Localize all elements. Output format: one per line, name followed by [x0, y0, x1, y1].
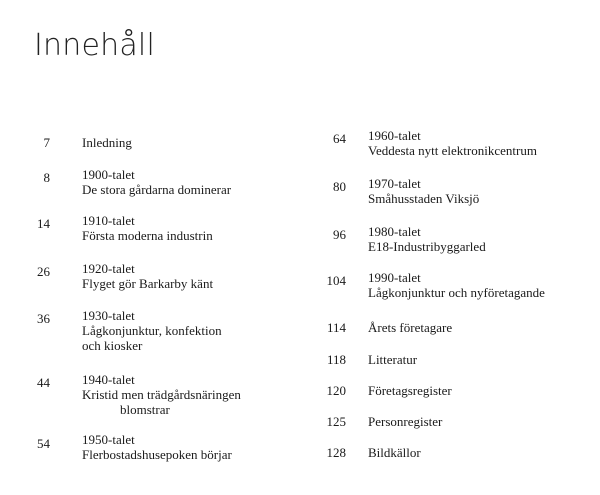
- toc-entry: [368, 128, 537, 158]
- toc-entry: [368, 224, 486, 254]
- toc-page-number: 54: [37, 436, 50, 451]
- toc-entry-line: Småhusstaden Viksjö: [368, 191, 480, 206]
- toc-entry-line: Veddesta nytt elektronikcentrum: [368, 143, 537, 158]
- toc-page-number: 36: [37, 311, 50, 326]
- toc-page-number: 7: [43, 135, 50, 150]
- toc-entry-line: Litteratur: [368, 352, 418, 367]
- toc-entry-line: 1940-talet: [82, 372, 135, 387]
- toc-entry: [82, 432, 232, 462]
- toc-entry: [82, 213, 213, 243]
- toc-entry-line: blomstrar: [120, 402, 170, 417]
- toc-entry-line: Kristid men trädgårdsnäringen: [82, 387, 241, 402]
- toc-entry-line: Personregister: [368, 414, 443, 429]
- toc-entry-line: Företagsregister: [368, 383, 452, 398]
- toc-entry: [368, 270, 545, 300]
- toc-entry-line: Inledning: [82, 135, 132, 150]
- toc-entry-line: 1970-talet: [368, 176, 421, 191]
- toc-entry-line: Flyget gör Barkarby känt: [82, 276, 214, 291]
- toc-entry-line: De stora gårdarna dominerar: [82, 182, 232, 197]
- toc-entry-line: 1900-talet: [82, 167, 135, 182]
- toc-page-number: 125: [326, 414, 346, 429]
- toc-page-number: 8: [43, 170, 50, 185]
- toc-page-number: 14: [37, 216, 50, 231]
- toc-page-number: 26: [37, 264, 50, 279]
- toc-entry: [82, 135, 132, 150]
- toc-entry: [368, 320, 452, 335]
- toc-entry-line: 1920-talet: [82, 261, 135, 276]
- toc-entry-line: 1950-talet: [82, 432, 135, 447]
- toc-entry: [368, 414, 442, 429]
- toc-entry-line: Bildkällor: [368, 445, 421, 460]
- toc-entry-line: Lågkonjunktur och nyföretagande: [368, 285, 545, 300]
- toc-entry-line: 1910-talet: [82, 213, 135, 228]
- toc-entry-line: och kiosker: [82, 338, 143, 353]
- toc-entry-line: Första moderna industrin: [82, 228, 213, 243]
- toc-entry-line: E18-Industribyggarled: [368, 239, 486, 254]
- toc-entry: [368, 383, 452, 398]
- toc-page-number: 120: [326, 383, 346, 398]
- toc-entry-line: Flerbostadshusepoken börjar: [82, 447, 232, 462]
- toc-entry: [368, 176, 479, 206]
- toc-page-number: 118: [326, 352, 346, 367]
- toc-entry: [82, 372, 241, 417]
- toc-entry: [368, 352, 417, 367]
- toc-entry-line: 1990-talet: [368, 270, 421, 285]
- toc-entry-line: Lågkonjunktur, konfektion: [82, 323, 222, 338]
- toc-entry: [82, 167, 231, 197]
- toc-page-number: 96: [333, 227, 346, 242]
- toc-entry-line: 1930-talet: [82, 308, 135, 323]
- toc-page-number: 114: [326, 320, 346, 335]
- toc-entry-line: 1960-talet: [368, 128, 421, 143]
- toc-page-number: 64: [333, 131, 346, 146]
- toc-entry-line: 1980-talet: [368, 224, 421, 239]
- toc-page-number: 128: [326, 445, 346, 460]
- toc-entry-line: Årets företagare: [368, 320, 453, 335]
- toc-page-number: 44: [37, 375, 50, 390]
- toc-entry: [82, 308, 222, 353]
- toc-entry: [82, 261, 213, 291]
- page-title: Innehåll: [34, 28, 155, 63]
- toc-entry: [368, 445, 421, 460]
- toc-page-number: 104: [326, 273, 346, 288]
- toc-page-number: 80: [333, 179, 346, 194]
